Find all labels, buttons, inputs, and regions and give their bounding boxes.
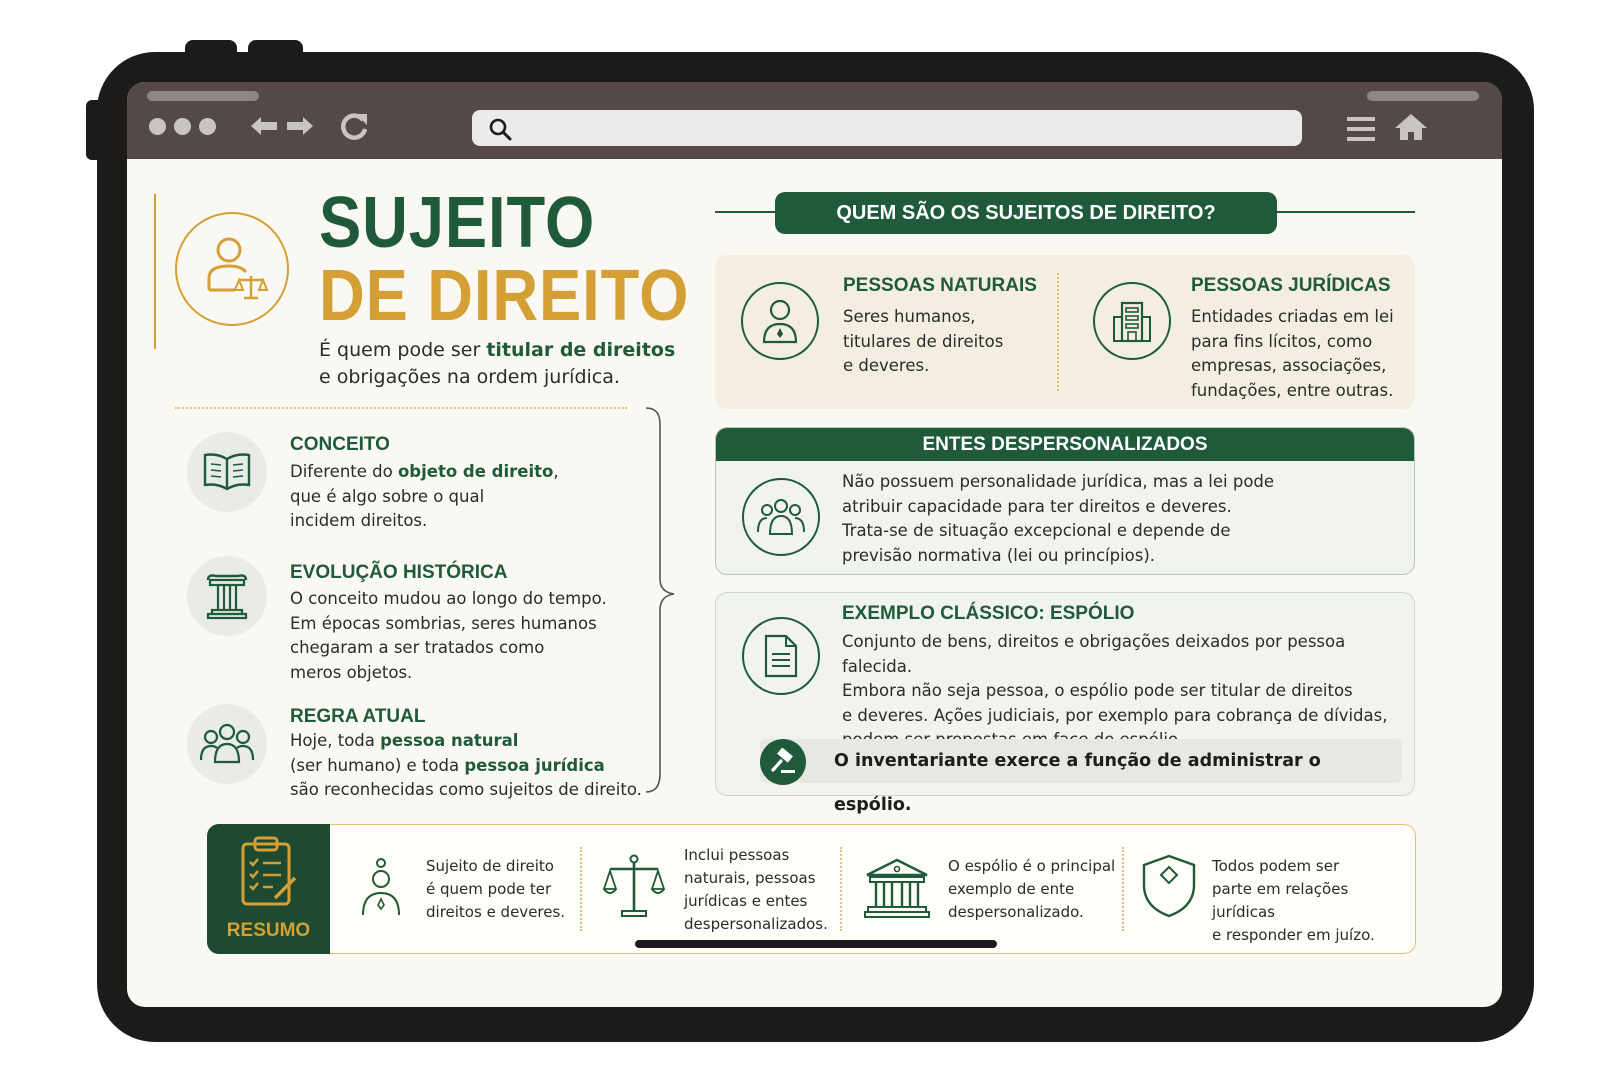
menu-icon[interactable] xyxy=(1347,116,1377,142)
naturais-line3: e deveres. xyxy=(843,356,930,375)
group-icon xyxy=(199,722,255,766)
entes-title: ENTES DESPERSONALIZADOS xyxy=(716,428,1414,461)
regra-text-2: (ser humano) e toda xyxy=(290,755,465,775)
brace-connector xyxy=(642,404,692,799)
evolucao-line3: chegaram a ser tratados como xyxy=(290,638,545,657)
reload-icon[interactable] xyxy=(337,110,371,144)
conceito-icon-wrap xyxy=(187,432,267,512)
page-lead xyxy=(319,337,675,391)
resumo-item-2-l1: Inclui pessoas xyxy=(684,846,790,864)
entes-line1: Não possuem personalidade jurídica, mas a lei pode xyxy=(842,472,1275,491)
regra-emphasis-2: pessoa jurídica xyxy=(464,755,605,775)
entes-line4: previsão normativa (lei ou princípios). xyxy=(842,545,1156,565)
conceito-text xyxy=(290,460,559,534)
search-icon[interactable] xyxy=(488,117,512,141)
evolucao-icon-wrap xyxy=(187,556,267,636)
juridicas-line4: fundações, entre outras. xyxy=(1191,380,1394,400)
logo-circle xyxy=(175,212,289,326)
entes-line2: atribuir capacidade para ter direitos e deveres. xyxy=(842,496,1232,516)
conceito-text-pre: Diferente do xyxy=(290,462,398,481)
banner-rule-left xyxy=(715,211,775,213)
scale-icon xyxy=(602,853,666,919)
juridicas-line2: para fins lícitos, como xyxy=(1191,331,1373,351)
resumo-item-4-l1: Todos podem ser xyxy=(1212,857,1340,875)
naturais-icon-wrap xyxy=(741,282,819,360)
regra-text-1: Hoje, toda xyxy=(290,731,381,750)
regra-title: REGRA ATUAL xyxy=(290,706,426,727)
page-title-line2: DE DIREITO xyxy=(319,256,690,336)
naturais-title: PESSOAS NATURAIS xyxy=(843,275,1037,296)
evolucao-line2: Em épocas sombrias, seres humanos xyxy=(290,613,597,633)
espolio-line2: Embora não seja pessoa, o espólio pode ser titular de direitos xyxy=(842,681,1353,700)
entes-icon-wrap xyxy=(742,478,820,556)
conceito-line3: incidem direitos. xyxy=(290,511,428,530)
accent-rule xyxy=(154,194,156,349)
home-icon[interactable] xyxy=(1393,112,1429,142)
pessoas-divider xyxy=(1057,273,1059,391)
book-icon xyxy=(201,451,253,493)
regra-emphasis-1: pessoa natural xyxy=(380,731,519,750)
resumo-label: RESUMO xyxy=(226,920,311,941)
resumo-item-3 xyxy=(948,855,1115,924)
shield-icon xyxy=(1140,853,1198,919)
resumo-item-1-l3: direitos e deveres. xyxy=(426,903,566,921)
section-banner: QUEM SÃO OS SUJEITOS DE DIREITO? xyxy=(775,192,1277,234)
regra-icon-wrap xyxy=(187,704,267,784)
dotted-divider xyxy=(175,407,627,409)
lead-text-2: e obrigações na ordem jurídica. xyxy=(319,366,620,388)
tab-pill-left[interactable] xyxy=(147,91,259,101)
person-icon xyxy=(358,857,404,919)
conceito-emphasis: objeto de direito xyxy=(397,462,554,481)
tab-pill-right[interactable] xyxy=(1367,91,1479,101)
building-icon xyxy=(1112,299,1152,343)
resumo-item-2-l2: naturais, pessoas xyxy=(684,869,816,887)
espolio-line1: Conjunto de bens, direitos e obrigações deixados por pessoa falecida. xyxy=(842,632,1346,676)
entes-card xyxy=(715,427,1415,575)
juridicas-title: PESSOAS JURÍDICAS xyxy=(1191,275,1391,296)
resumo-item-3-l3: despersonalizado. xyxy=(948,903,1084,921)
evolucao-line1: O conceito mudou ao longo do tempo. xyxy=(290,589,607,608)
forward-icon[interactable] xyxy=(283,114,315,138)
entes-text xyxy=(842,470,1274,568)
evolucao-title: EVOLUÇÃO HISTÓRICA xyxy=(290,562,508,583)
lead-emphasis: titular de direitos xyxy=(486,339,676,361)
resumo-item-1-l1: Sujeito de direito xyxy=(426,857,554,875)
home-indicator[interactable] xyxy=(635,940,997,948)
naturais-line1: Seres humanos, xyxy=(843,307,976,326)
espolio-text xyxy=(842,630,1414,753)
address-bar[interactable] xyxy=(472,110,1302,146)
browser-toolbar xyxy=(127,82,1502,159)
resumo-label-block xyxy=(207,824,330,954)
evolucao-text xyxy=(290,587,607,685)
espolio-card xyxy=(715,592,1415,815)
screen xyxy=(127,82,1502,1007)
conceito-line2: que é algo sobre o qual xyxy=(290,486,485,506)
entes-line3: Trata-se de situação excepcional e depende de xyxy=(842,521,1231,540)
lead-text: É quem pode ser xyxy=(319,339,487,361)
resumo-item-1 xyxy=(426,855,565,924)
inventariante-text: O inventariante exerce a função de administrar o espólio. xyxy=(834,751,1321,815)
resumo-item-4 xyxy=(1212,855,1415,947)
group-icon xyxy=(756,496,806,538)
resumo-strip xyxy=(207,824,1416,954)
resumo-divider-3 xyxy=(1122,847,1124,931)
person-icon xyxy=(760,298,800,344)
juridicas-line1: Entidades criadas em lei xyxy=(1191,307,1394,326)
document-icon xyxy=(764,634,798,678)
resumo-divider-1 xyxy=(580,847,582,931)
evolucao-line4: meros objetos. xyxy=(290,662,413,682)
banner-rule-right xyxy=(1277,211,1415,213)
resumo-item-2-l3: jurídicas e entes xyxy=(684,892,808,910)
naturais-line2: titulares de direitos xyxy=(843,331,1004,351)
juridicas-icon-wrap xyxy=(1093,282,1171,360)
resumo-item-2-l4: despersonalizados. xyxy=(684,915,828,933)
naturais-text xyxy=(843,305,1003,379)
conceito-text-post: , xyxy=(553,462,559,481)
courthouse-icon xyxy=(864,857,930,919)
resumo-item-3-l1: O espólio é o principal xyxy=(948,857,1116,875)
window-dots[interactable] xyxy=(149,118,216,135)
resumo-item-1-l2: é quem pode ter xyxy=(426,880,552,898)
gavel-icon-wrap xyxy=(760,739,806,785)
espolio-line3: e deveres. Ações judiciais, por exemplo para cobrança de dívidas, xyxy=(842,705,1388,725)
inventariante-note xyxy=(760,739,1402,815)
back-icon[interactable] xyxy=(249,114,281,138)
resumo-item-4-l2: parte em relações jurídicas xyxy=(1212,880,1349,921)
juridicas-text xyxy=(1191,305,1394,403)
juridicas-line3: empresas, associações, xyxy=(1191,356,1387,375)
clipboard-icon xyxy=(239,836,299,908)
conceito-title: CONCEITO xyxy=(290,434,390,455)
column-icon xyxy=(204,572,250,620)
resumo-divider-2 xyxy=(840,847,842,931)
regra-text xyxy=(290,729,642,803)
regra-line3: são reconhecidas como sujeitos de direito. xyxy=(290,780,642,799)
page-title-line1: SUJEITO xyxy=(319,183,596,263)
person-scale-icon xyxy=(199,232,271,306)
pessoas-card xyxy=(715,255,1415,409)
resumo-item-4-l3: e responder em juízo. xyxy=(1212,926,1375,944)
espolio-title: EXEMPLO CLÁSSICO: ESPÓLIO xyxy=(842,603,1135,624)
gavel-icon xyxy=(769,748,797,776)
resumo-item-3-l2: exemplo de ente xyxy=(948,880,1075,898)
resumo-item-2 xyxy=(684,844,828,936)
espolio-icon-wrap xyxy=(742,617,820,695)
